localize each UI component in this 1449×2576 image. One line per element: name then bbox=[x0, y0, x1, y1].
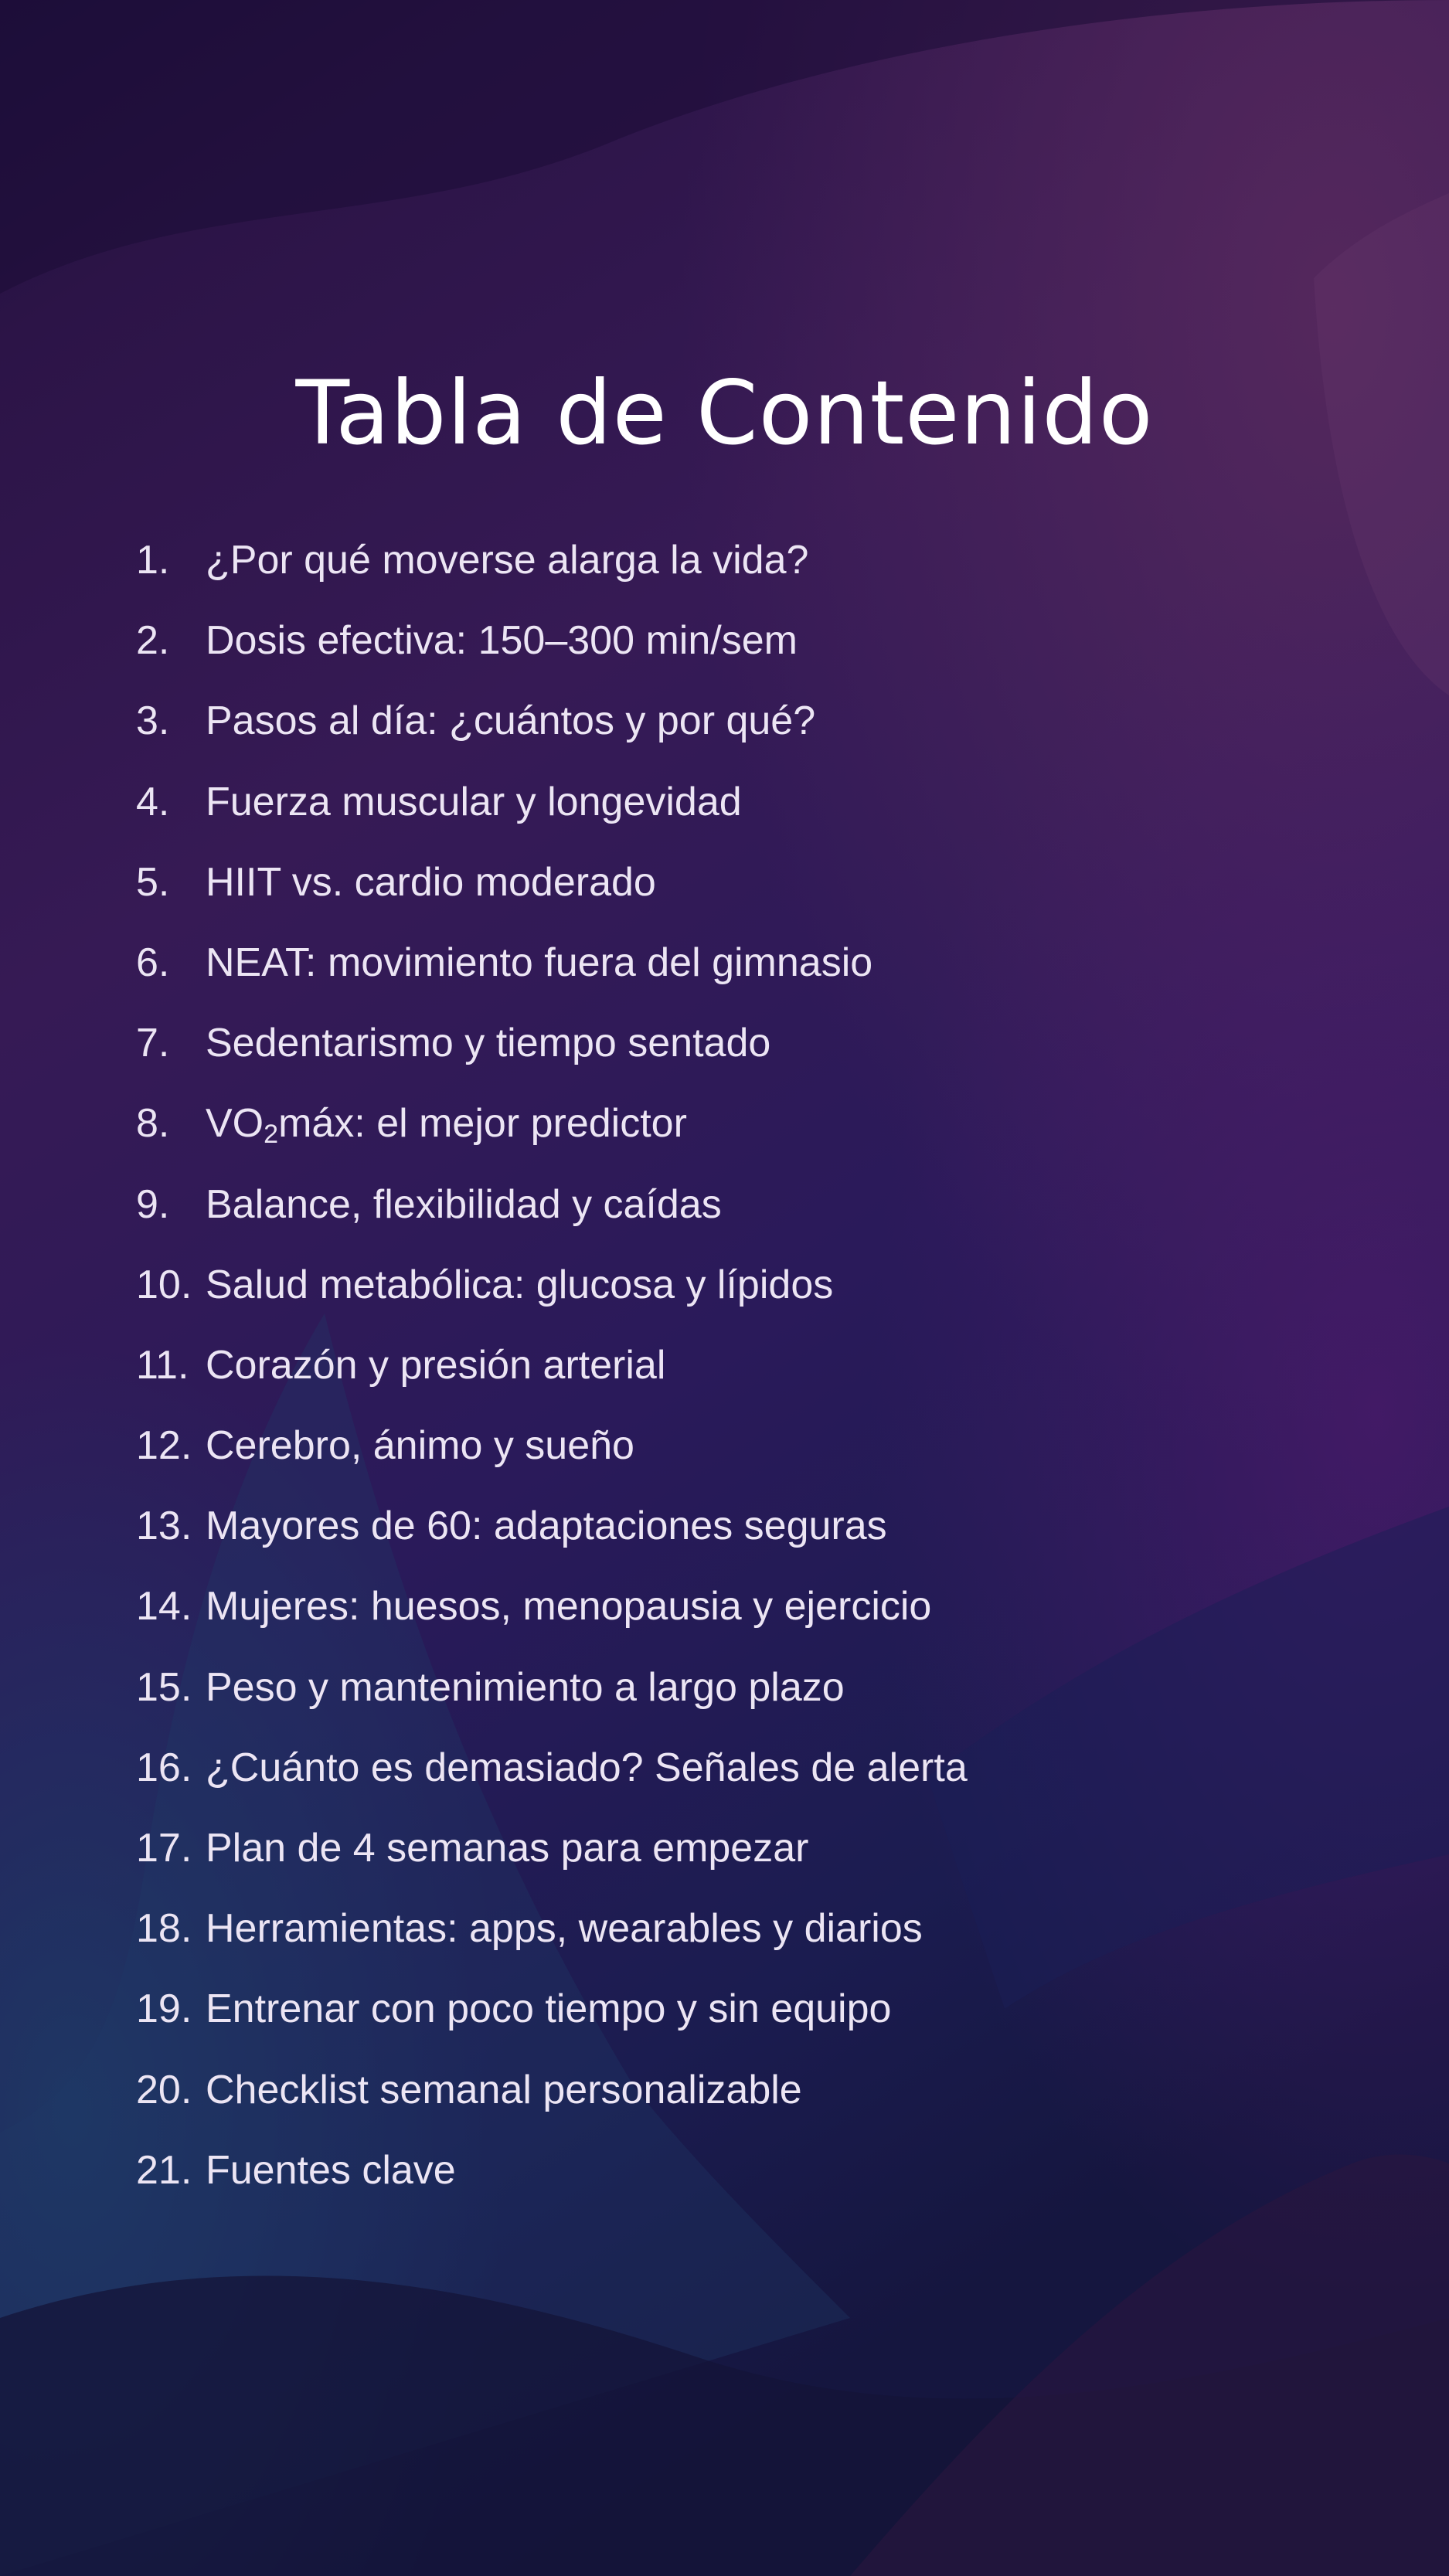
toc-item-number: 9. bbox=[136, 1181, 170, 1227]
toc-item-number: 8. bbox=[136, 1101, 170, 1147]
toc-item-label: Balance, flexibilidad y caídas bbox=[206, 1181, 722, 1227]
toc-item[interactable] bbox=[136, 1411, 968, 1491]
toc-item[interactable] bbox=[136, 1653, 968, 1733]
toc-item[interactable] bbox=[136, 1170, 968, 1250]
toc-item-number: 11. bbox=[136, 1342, 189, 1388]
toc-item-number: 16. bbox=[136, 1745, 192, 1790]
toc-item-label: Herramientas: apps, wearables y diarios bbox=[206, 1906, 923, 1952]
subscript: 2 bbox=[264, 1120, 279, 1150]
toc-item-number: 19. bbox=[136, 1986, 192, 2032]
toc-item-label: Fuerza muscular y longevidad bbox=[206, 779, 742, 824]
toc-item-number: 5. bbox=[136, 859, 170, 905]
toc-item-label: NEAT: movimiento fuera del gimnasio bbox=[206, 940, 873, 985]
toc-item-label: Checklist semanal personalizable bbox=[206, 2067, 802, 2112]
toc-item-number: 12. bbox=[136, 1423, 192, 1469]
toc-item[interactable] bbox=[136, 606, 968, 686]
toc-item-label: HIIT vs. cardio moderado bbox=[206, 859, 656, 905]
toc-item-label: Corazón y presión arterial bbox=[206, 1342, 666, 1388]
toc-item[interactable] bbox=[136, 848, 968, 928]
toc-item[interactable] bbox=[136, 525, 968, 606]
toc-item-label-part: máx: el mejor predictor bbox=[278, 1101, 687, 1147]
toc-item[interactable] bbox=[136, 928, 968, 1008]
toc-item[interactable] bbox=[136, 686, 968, 766]
toc-item[interactable] bbox=[136, 1974, 968, 2054]
toc-item[interactable] bbox=[136, 1572, 968, 1652]
toc-item-label-part: VO bbox=[206, 1101, 264, 1147]
toc-item-label: Dosis efectiva: 150–300 min/sem bbox=[206, 618, 798, 664]
toc-item-number: 20. bbox=[136, 2067, 192, 2112]
toc-item[interactable] bbox=[136, 1813, 968, 1894]
toc-item[interactable] bbox=[136, 1491, 968, 1572]
toc-item[interactable] bbox=[136, 1089, 968, 1169]
toc-item[interactable] bbox=[136, 1008, 968, 1089]
toc-item-number: 15. bbox=[136, 1664, 192, 1710]
toc-item-label: Sedentarismo y tiempo sentado bbox=[206, 1021, 771, 1066]
toc-item-number: 13. bbox=[136, 1504, 192, 1549]
page-title: Tabla de Contenido bbox=[295, 362, 1154, 464]
toc-item[interactable] bbox=[136, 1330, 968, 1411]
toc-item-number: 10. bbox=[136, 1262, 192, 1307]
toc-item-label: ¿Por qué moverse alarga la vida? bbox=[206, 538, 809, 583]
toc-item-number: 17. bbox=[136, 1826, 192, 1871]
toc-item-number: 1. bbox=[136, 538, 170, 583]
toc-item[interactable] bbox=[136, 1733, 968, 1813]
toc-item-label: Pasos al día: ¿cuántos y por qué? bbox=[206, 698, 816, 744]
toc-item-label: Salud metabólica: glucosa y lípidos bbox=[206, 1262, 834, 1307]
toc-item-label: Mayores de 60: adaptaciones seguras bbox=[206, 1504, 887, 1549]
toc-item-number: 7. bbox=[136, 1021, 170, 1066]
toc-item[interactable] bbox=[136, 2136, 968, 2216]
toc-item-number: 2. bbox=[136, 618, 170, 664]
toc-item-number: 3. bbox=[136, 698, 170, 744]
toc-item-label bbox=[206, 1089, 687, 1158]
toc-item-label: Mujeres: huesos, menopausia y ejercicio bbox=[206, 1584, 932, 1630]
toc-item-label: Cerebro, ánimo y sueño bbox=[206, 1423, 634, 1469]
toc-item[interactable] bbox=[136, 2055, 968, 2136]
toc-item-number: 4. bbox=[136, 779, 170, 824]
toc-item-label: Plan de 4 semanas para empezar bbox=[206, 1826, 809, 1871]
toc-item-label: Peso y mantenimiento a largo plazo bbox=[206, 1664, 845, 1710]
toc-list bbox=[136, 525, 968, 2216]
toc-item-number: 21. bbox=[136, 2147, 192, 2193]
toc-item[interactable] bbox=[136, 1894, 968, 1974]
toc-item-number: 14. bbox=[136, 1584, 192, 1630]
toc-item[interactable] bbox=[136, 767, 968, 848]
toc-item-label: ¿Cuánto es demasiado? Señales de alerta bbox=[206, 1745, 968, 1790]
toc-item-label: Entrenar con poco tiempo y sin equipo bbox=[206, 1986, 892, 2032]
toc-item[interactable] bbox=[136, 1250, 968, 1330]
toc-item-label: Fuentes clave bbox=[206, 2147, 456, 2193]
toc-item-number: 18. bbox=[136, 1906, 192, 1952]
toc-item-number: 6. bbox=[136, 940, 170, 985]
